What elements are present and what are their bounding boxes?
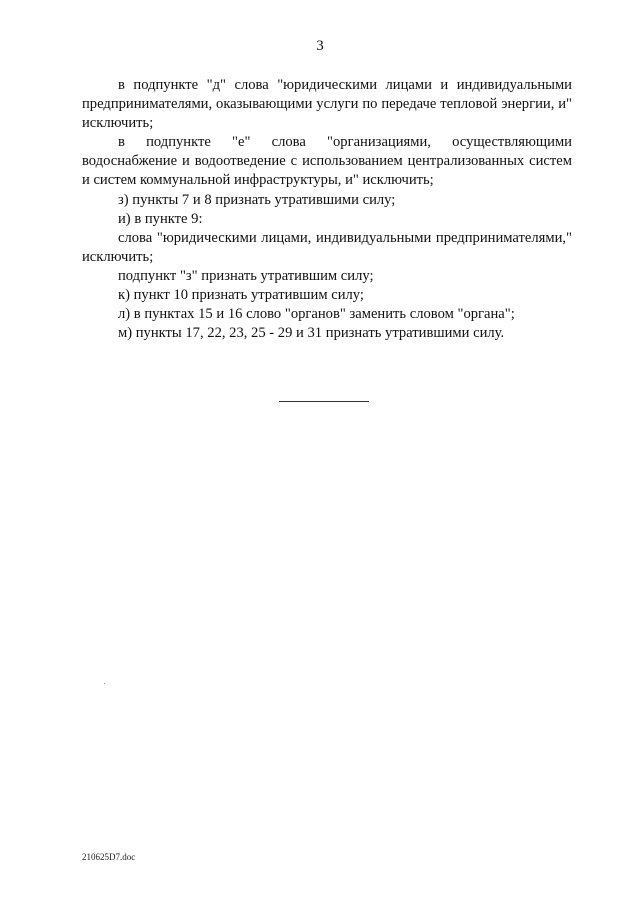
end-separator-line	[279, 401, 369, 402]
scan-speck	[104, 683, 105, 684]
paragraph-subitem-d: в подпункте "д" слова "юридическими лицами и индивидуальными предпринимателями, оказывающими услуги по передаче тепловой энергии, и" исключить;	[82, 77, 572, 132]
paragraph-item-i: и) в пункте 9:	[118, 210, 203, 227]
paragraph-item-l: л) в пунктах 15 и 16 слово "органов" заменить словом "органа";	[118, 306, 515, 323]
paragraph-item-m: м) пункты 17, 22, 23, 25 - 29 и 31 признать утратившими силу.	[118, 325, 505, 342]
document-body	[82, 76, 572, 343]
paragraph-item-i-words: слова "юридическими лицами, индивидуальными предпринимателями," исключить;	[82, 229, 572, 265]
page-number: 3	[316, 38, 324, 54]
paragraph-item-z: з) пункты 7 и 8 признать утратившими силу;	[118, 191, 396, 208]
paragraph-item-i-subitem-z: подпункт "з" признать утратившим силу;	[118, 267, 374, 284]
footer-filename: 210625D7.doc	[82, 852, 136, 862]
paragraph-item-k: к) пункт 10 признать утратившим силу;	[118, 287, 364, 304]
paragraph-subitem-e: в подпункте "е" слова "организациями, осуществляющими водоснабжение и водоотведение с использованием централизованных систем и систем коммунальной инфраструктуры, и" исключить;	[82, 134, 572, 189]
